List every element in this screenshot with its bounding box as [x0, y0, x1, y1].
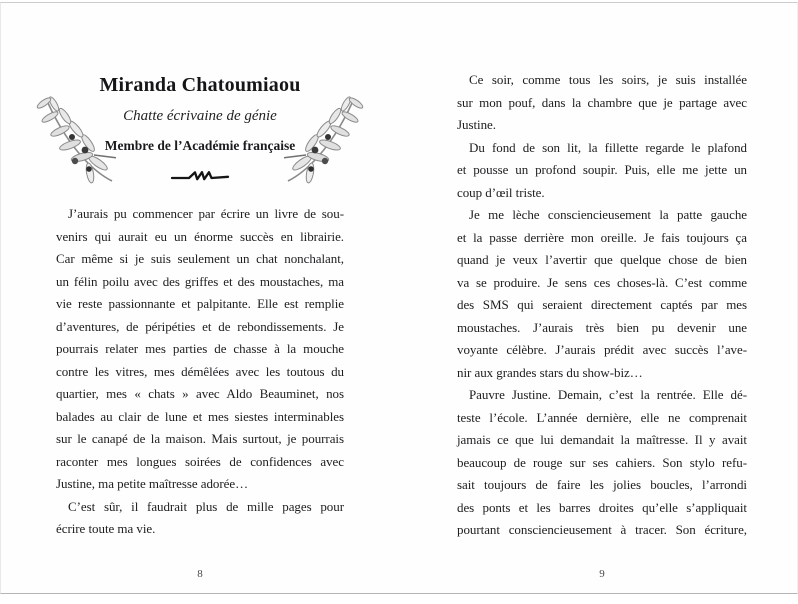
text-line: Ce soir, comme tous les soirs, je suis installée — [469, 72, 747, 87]
text-line: nir aux grandes stars du show-biz… — [457, 364, 643, 380]
chapter-subtitle: Chatte écrivaine de génie — [123, 108, 277, 124]
text-line: venirs qui aurait eu un énorme succès en librairie. — [56, 228, 344, 244]
text-line: des ponts et les barres droites qu’elle s’appliquait — [457, 499, 747, 515]
text-line: sur mon pouf, dans la chambre que je partage avec — [457, 94, 747, 110]
text-line: écrire toute ma vie. — [56, 521, 156, 536]
text-line: Justine. — [457, 117, 496, 132]
text-line: quartier, mes « chats » avec Aldo Beauminet, nos — [56, 386, 344, 401]
text-line: d’aventures, de péripéties et de rebondissements. Je — [56, 318, 344, 334]
text-line: J’aurais pu commencer par écrire un livre de sou- — [68, 206, 344, 221]
laurel-branch-left-icon — [32, 95, 116, 189]
page-number-right: 9 — [599, 568, 605, 580]
text-line: balades au clair de lune et mes siestes interminables — [56, 408, 344, 424]
page-number-left: 8 — [197, 568, 203, 580]
text-line: quand je veux l’avertir que quelque chose de bien — [457, 252, 747, 267]
text-line: pourrais relater mes parties de chasse à la mouche — [56, 341, 344, 356]
text-line: pourtant consciencieusement à tracer. Son écriture, — [457, 522, 747, 537]
text-line: Pauvre Justine. Demain, c’est la rentrée. Elle dé- — [469, 387, 747, 402]
page-left — [56, 3, 344, 604]
text-line: vie reste passionnante et palpitante. Elle est remplie — [56, 296, 344, 311]
text-line: et la passe derrière mon oreille. Je fais toujours ça — [457, 229, 747, 245]
book-spread — [0, 2, 798, 594]
paragraph — [457, 204, 747, 384]
text-line: teste l’école. L’année dernière, elle ne comprenait — [457, 409, 747, 425]
chapter-title: Miranda Chatoumiaou — [99, 74, 301, 96]
paragraph — [457, 137, 747, 205]
chapter-header — [56, 73, 344, 188]
calligraphic-squiggle-icon — [170, 169, 230, 183]
text-line: Du fond de son lit, la fillette regarde le plafond — [469, 139, 747, 155]
text-line: sait toujours de faire les jolies boucles, l’arrondi — [457, 477, 747, 492]
text-line: et pousse un profond soupir. Puis, elle me jette un — [457, 162, 747, 177]
left-page-text — [56, 203, 344, 541]
text-line: Car même si je suis seulement un chat nonchalant, — [56, 251, 344, 266]
text-line: Je me lèche consciencieusement la patte gauche — [469, 207, 747, 222]
paragraph — [457, 384, 747, 542]
text-line: va se produire. Je sens ces choses-là. C’est comme — [457, 274, 747, 290]
paragraph — [56, 203, 344, 496]
paragraph — [457, 69, 747, 137]
text-line: Justine, ma petite maîtresse adorée… — [56, 476, 249, 491]
text-line: C’est sûr, il faudrait plus de mille pages pour — [68, 498, 344, 514]
text-line: moustaches. J’aurais très bien pu devenir une — [457, 319, 747, 335]
chapter-membership-line: Membre de l’Académie française — [104, 138, 296, 153]
text-line: beaucoup de rouge sur ses cahiers. Son stylo refu- — [457, 454, 747, 470]
text-line: voyante célèbre. J’aurais prédit avec succès l’ave- — [457, 342, 747, 357]
page-right — [457, 3, 747, 604]
text-line: contre les vitres, mes démêlées avec les toutous du — [56, 363, 344, 379]
text-line: raconter mes longues soirées de confidences avec — [56, 453, 344, 469]
paragraph — [56, 496, 344, 541]
text-line: des SMS qui seraient directement captés par mes — [457, 297, 747, 312]
laurel-branch-right-icon — [284, 95, 368, 189]
text-line: sur le canapé de la maison. Mais surtout, je pourrais — [56, 431, 344, 446]
text-line: coup d’œil triste. — [457, 184, 545, 200]
text-line: un félin poilu avec des griffes et des moustaches, ma — [56, 273, 344, 289]
text-line: jamais ce que lui demandait la maîtresse. Il y avait — [457, 432, 747, 447]
right-page-text — [457, 69, 747, 542]
